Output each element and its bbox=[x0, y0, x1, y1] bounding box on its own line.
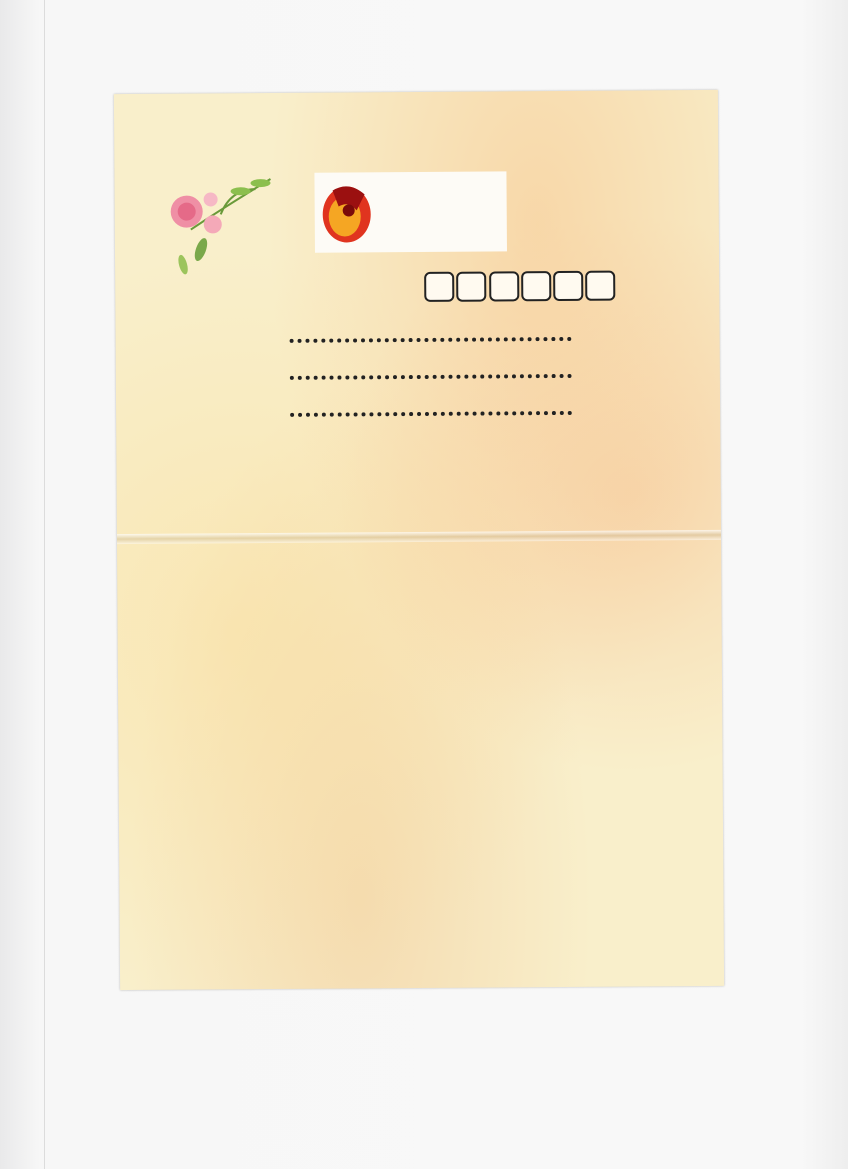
brand-logo bbox=[314, 171, 507, 252]
flower-decoration bbox=[160, 169, 281, 280]
id-box bbox=[521, 271, 551, 301]
type-underline bbox=[290, 374, 572, 380]
id-box bbox=[424, 272, 454, 302]
membership-card bbox=[114, 90, 724, 990]
id-box bbox=[489, 271, 519, 301]
name-underline bbox=[290, 337, 572, 343]
card-fold bbox=[117, 530, 721, 544]
logo-figure-icon bbox=[318, 180, 374, 244]
total-underline bbox=[290, 411, 572, 417]
id-box bbox=[456, 272, 486, 302]
id-box bbox=[585, 271, 615, 301]
id-box bbox=[553, 271, 583, 301]
scan-edge bbox=[44, 0, 45, 1169]
